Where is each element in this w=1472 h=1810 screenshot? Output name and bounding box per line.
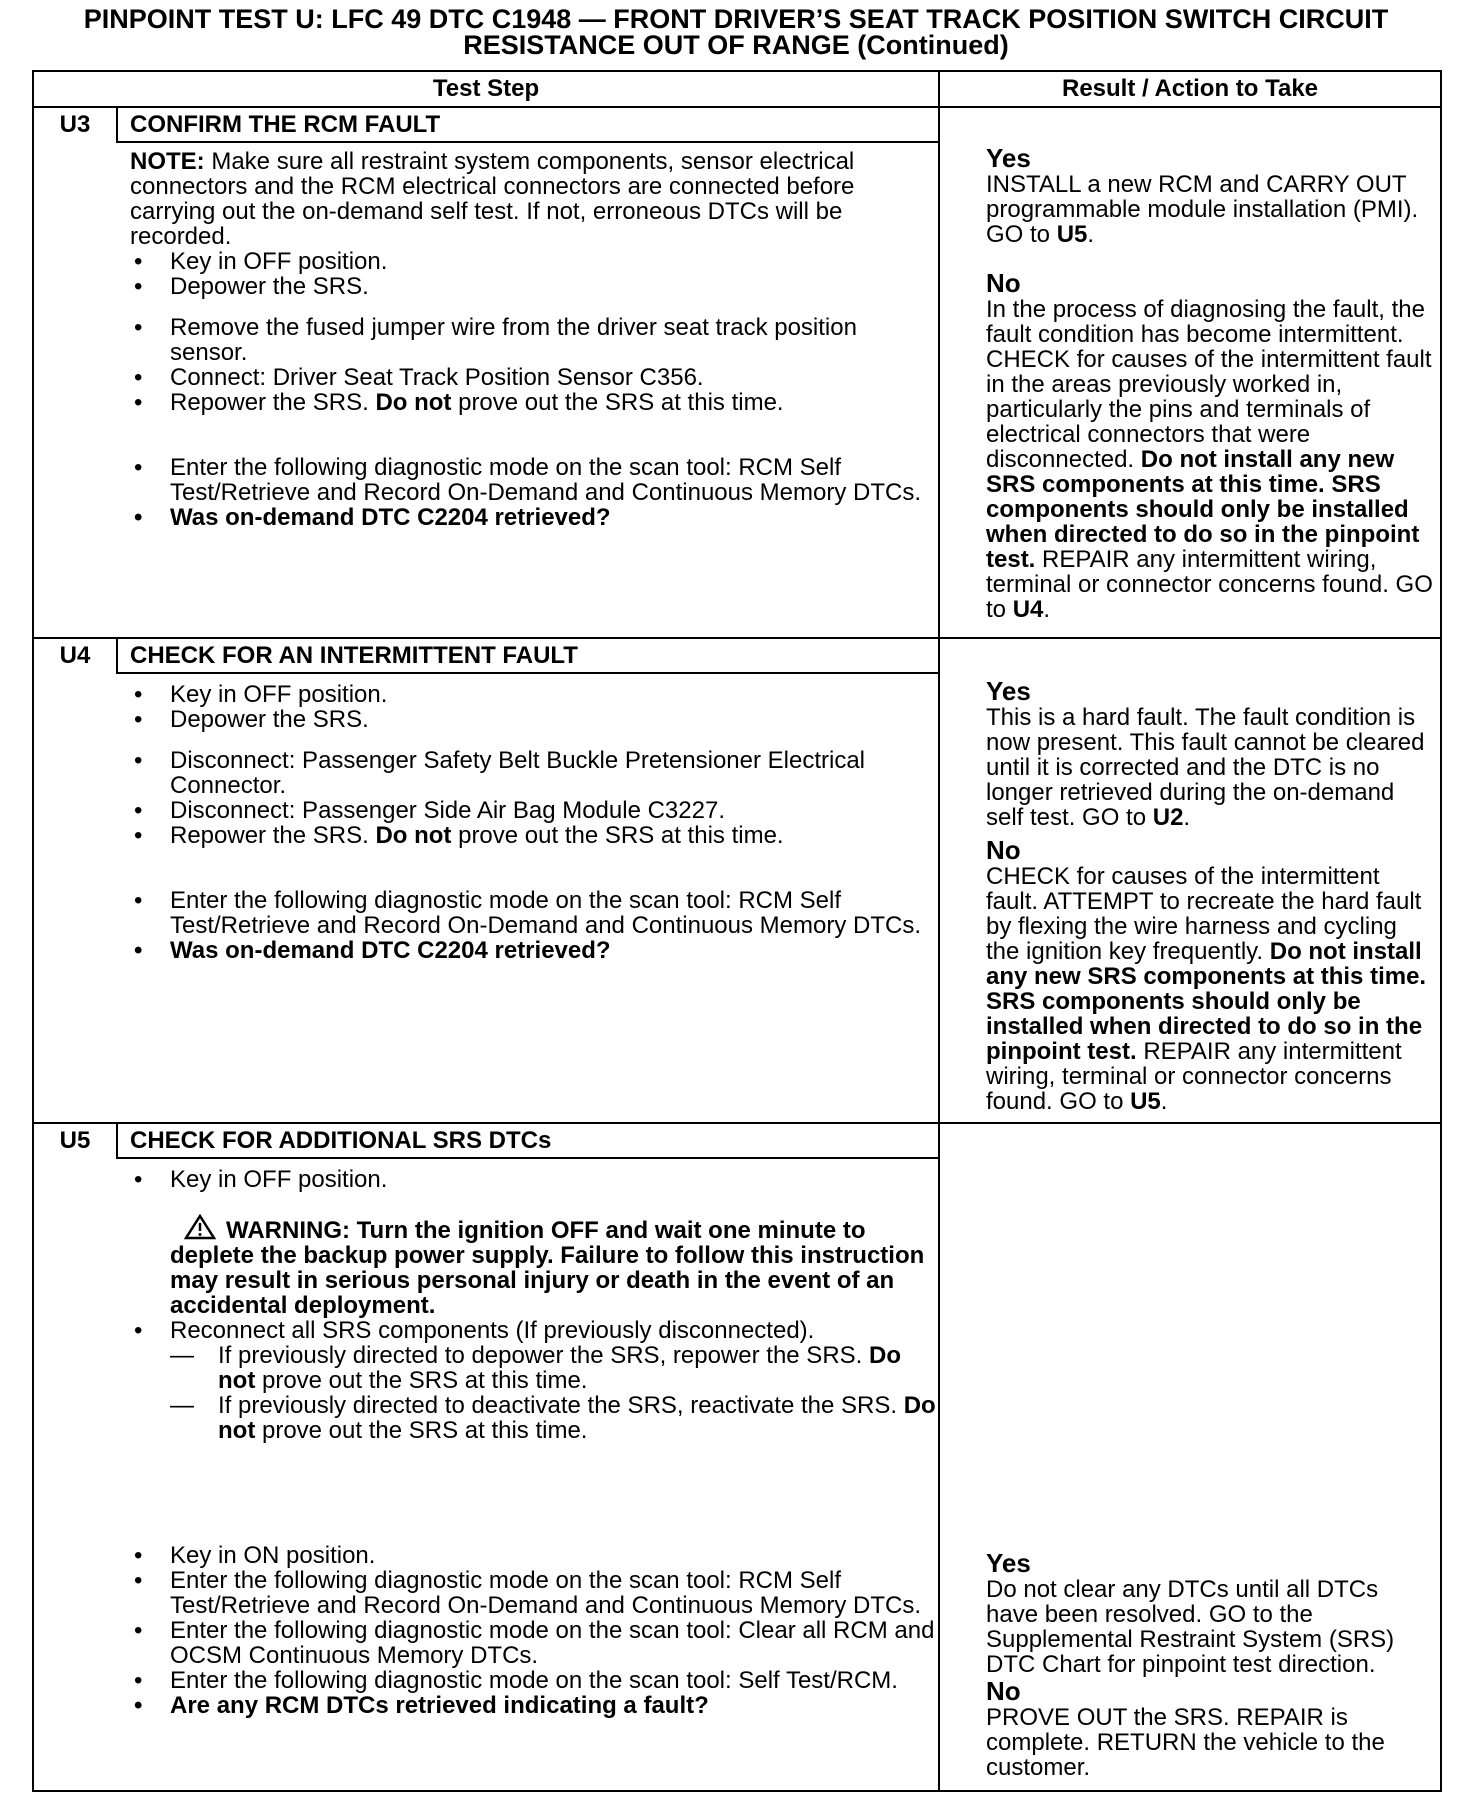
no-label: No	[986, 835, 1021, 865]
no-label: No	[986, 1676, 1021, 1706]
column-divider-id-u5	[116, 1124, 118, 1158]
item-emphasis: Do not	[218, 1342, 901, 1394]
pinpoint-test-table	[32, 70, 1442, 1792]
step-reference: U5	[1056, 221, 1088, 248]
list-item: • Remove the fused jumper wire from the driver seat track position sensor.	[130, 315, 938, 365]
list-item	[130, 1318, 938, 1443]
list-item	[130, 390, 938, 415]
list-item: • Enter the following diagnostic mode on the scan tool: RCM Self Test/Retrieve and Record On-Demand and Continuous Memory DTCs.	[130, 1568, 938, 1618]
item-text: prove out the SRS at this time.	[451, 822, 784, 849]
result-u3	[986, 144, 1436, 622]
column-divider-id-u3	[116, 108, 118, 142]
item-text: prove out the SRS at this time.	[255, 1367, 588, 1394]
step-list	[130, 249, 938, 299]
yes-action	[986, 172, 1436, 247]
list-item-question: • Are any RCM DTCs retrieved indicating a fault?	[130, 1693, 938, 1718]
no-action	[986, 864, 1436, 1114]
list-item: • Enter the following diagnostic mode on the scan tool: Self Test/RCM.	[130, 1668, 938, 1693]
step-body-u3	[130, 149, 938, 530]
warning-block	[130, 1214, 938, 1318]
item-text: Reconnect all SRS components (If previously disconnected).	[170, 1317, 815, 1344]
list-item: • Depower the SRS.	[130, 707, 938, 732]
note-label: NOTE:	[130, 148, 205, 175]
step-list	[130, 455, 938, 530]
sub-list-item	[170, 1343, 938, 1393]
list-item-question: • Was on-demand DTC C2204 retrieved?	[130, 938, 938, 963]
column-divider-result	[938, 72, 940, 1790]
title-line-1: PINPOINT TEST U: LFC 49 DTC C1948 — FRONT DRIVER’S SEAT TRACK POSITION SWITCH CIRCUIT	[83, 4, 1389, 34]
no-action	[986, 297, 1436, 622]
list-item-question: • Was on-demand DTC C2204 retrieved?	[130, 505, 938, 530]
action-text: This is a hard fault. The fault condition is now present. This fault cannot be cleared until it is corrected and the DTC is no longer retrieved during the on-demand self test. GO to	[986, 704, 1425, 831]
list-item: • Disconnect: Passenger Side Air Bag Module C3227.	[130, 798, 938, 823]
item-emphasis: Do not	[375, 389, 452, 416]
step-list	[130, 1167, 938, 1192]
step-body-u4	[130, 682, 938, 963]
item-emphasis: Do not	[218, 1392, 936, 1444]
action-text: CHECK for causes of the intermittent fault. ATTEMPT to recreate the hard fault by flexing the wire harness and cycling the ignition key frequently.	[986, 863, 1422, 965]
action-emphasis: Do not install any new SRS components at this time. SRS components should only be installed when directed to do so in the pinpoint test.	[986, 446, 1420, 573]
list-item: • Key in ON position.	[130, 1543, 938, 1568]
note	[130, 149, 938, 249]
yes-label: Yes	[986, 1548, 1031, 1578]
step-reference: U5	[1130, 1088, 1161, 1115]
step-list	[130, 1543, 938, 1718]
item-text: Repower the SRS.	[170, 822, 376, 849]
item-text: If previously directed to depower the SRS, repower the SRS.	[218, 1342, 869, 1369]
step-reference: U4	[1012, 596, 1044, 623]
list-item: • Depower the SRS.	[130, 274, 938, 299]
yes-label: Yes	[986, 143, 1031, 173]
list-item: • Key in OFF position.	[130, 1167, 938, 1192]
step-list	[130, 888, 938, 963]
item-text: If previously directed to deactivate the SRS, reactivate the SRS.	[218, 1392, 904, 1419]
step-title-u3: CONFIRM THE RCM FAULT	[130, 111, 441, 138]
step-title-u5: CHECK FOR ADDITIONAL SRS DTCs	[130, 1127, 552, 1154]
action-text: INSTALL a new RCM and CARRY OUT programmable module installation (PMI). GO to	[986, 171, 1419, 248]
action-emphasis: Do not install any new SRS components at this time. SRS components should only be installed when directed to do so in the pinpoint test.	[986, 938, 1427, 1065]
list-item: • Enter the following diagnostic mode on the scan tool: RCM Self Test/Retrieve and Record On-Demand and Continuous Memory DTCs.	[130, 888, 938, 938]
step-id-u4: U4	[59, 642, 91, 669]
step-body-u5	[130, 1167, 938, 1718]
header-test-step: Test Step	[432, 75, 540, 102]
action-text: .	[1087, 221, 1095, 248]
action-text: .	[1043, 596, 1051, 623]
step-list	[130, 1318, 938, 1443]
sub-list-item	[170, 1393, 938, 1443]
item-text: prove out the SRS at this time.	[255, 1417, 588, 1444]
header-result: Result / Action to Take	[1061, 75, 1319, 102]
list-item: • Enter the following diagnostic mode on the scan tool: RCM Self Test/Retrieve and Record On-Demand and Continuous Memory DTCs.	[130, 455, 938, 505]
page-title	[30, 6, 1442, 58]
yes-action	[986, 705, 1436, 830]
list-item: • Connect: Driver Seat Track Position Sensor C356.	[130, 365, 938, 390]
item-text: prove out the SRS at this time.	[451, 389, 784, 416]
no-label: No	[986, 268, 1021, 298]
list-item: • Key in OFF position.	[130, 682, 938, 707]
yes-action: Do not clear any DTCs until all DTCs have been resolved. GO to the Supplemental Restraint System (SRS) DTC Chart for pinpoint test direction.	[986, 1576, 1395, 1678]
list-item: • Disconnect: Passenger Safety Belt Buckle Pretensioner Electrical Connector.	[130, 748, 938, 798]
step-id-u5: U5	[59, 1127, 91, 1154]
title-line-2: RESISTANCE OUT OF RANGE (Continued)	[463, 30, 1009, 60]
item-text: Repower the SRS.	[170, 389, 376, 416]
step-id-u3: U3	[59, 111, 91, 138]
sub-list	[170, 1343, 938, 1443]
step-list	[130, 748, 938, 848]
list-item: • Enter the following diagnostic mode on the scan tool: Clear all RCM and OCSM Continuous Memory DTCs.	[130, 1618, 938, 1668]
step-list	[130, 315, 938, 415]
column-divider-id-u4	[116, 639, 118, 673]
action-text: .	[1160, 1088, 1168, 1115]
list-item	[130, 823, 938, 848]
step-title-u4: CHECK FOR AN INTERMITTENT FAULT	[130, 642, 578, 669]
result-u4	[986, 677, 1436, 1114]
action-text: REPAIR any intermittent wiring, terminal or connector concerns found. GO to	[986, 1038, 1402, 1115]
warning-text: WARNING: Turn the ignition OFF and wait one minute to deplete the backup power supply. Failure to follow this instruction may result in serious personal injury or death in the event of an accidental deployment.	[170, 1217, 925, 1319]
no-action: PROVE OUT the SRS. REPAIR is complete. RETURN the vehicle to the customer.	[986, 1704, 1385, 1781]
item-emphasis: Do not	[375, 822, 452, 849]
action-text: In the process of diagnosing the fault, the fault condition has become intermittent. CHECK for causes of the intermittent fault in the areas previously worked in, particularly the pins and terminals of electrical connectors that were disconnected.	[986, 296, 1432, 473]
note-text: Make sure all restraint system components, sensor electrical connectors and the RCM electrical connectors are connected before carrying out the on-demand self test. If not, erroneous DTCs will be recorded.	[130, 148, 855, 250]
action-text: .	[1183, 804, 1191, 831]
yes-label: Yes	[986, 676, 1031, 706]
result-u5	[986, 1549, 1436, 1780]
list-item: • Key in OFF position.	[130, 249, 938, 274]
action-text: REPAIR any intermittent wiring, terminal or connector concerns found. GO to	[986, 546, 1433, 623]
step-list	[130, 682, 938, 732]
warning-triangle-icon	[184, 1214, 216, 1240]
step-reference: U2	[1152, 804, 1184, 831]
